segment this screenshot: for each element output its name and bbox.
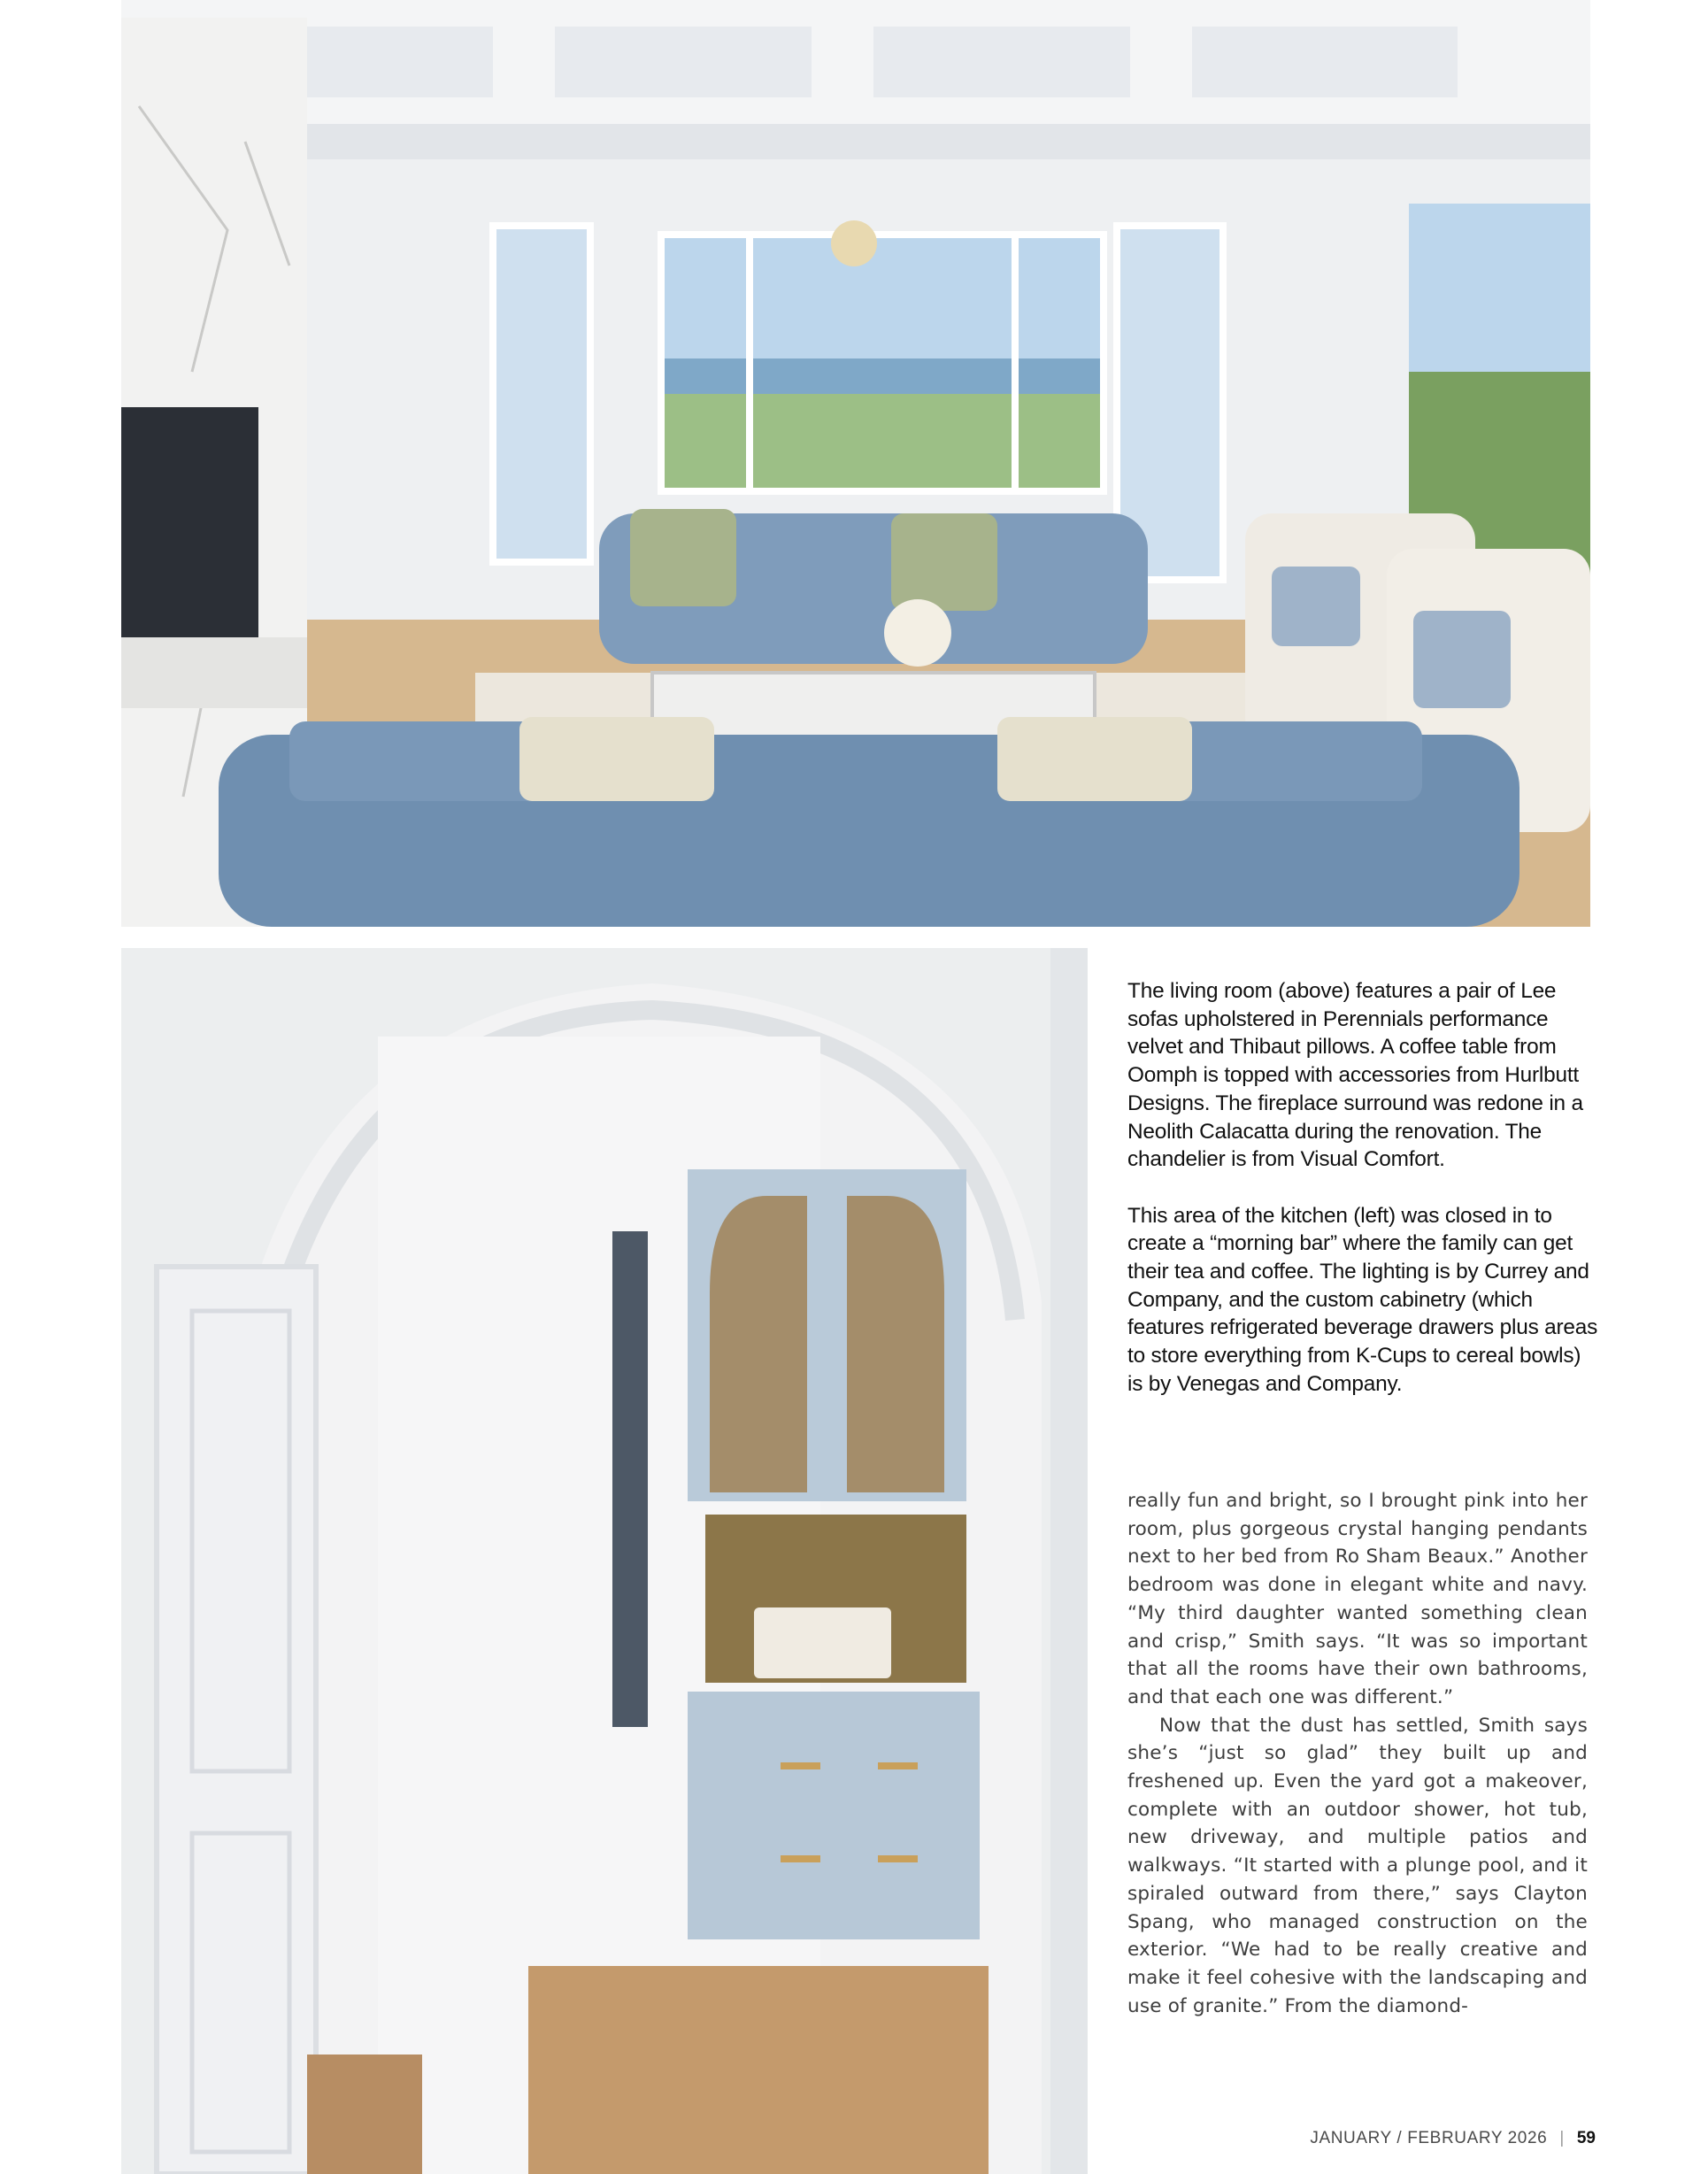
article-paragraph: really fun and bright, so I brought pink into her room, plus gorgeous crystal hanging pendants next to her bed from Ro Sham Beaux.” Another bedroom was done in elegant white and navy. “My third daughter wanted something clean and crisp,” Smith says. “It was so important that all the rooms have their own bathrooms, and that each one was different.” [1127, 1490, 1588, 1708]
page-folio [1310, 2129, 1596, 2148]
living-room-caption: The living room (above) features a pair of Lee sofas upholstered in Perennials performance velvet and Thibaut pillows. A coffee table from Oomph is topped with accessories from Hurlbutt Designs. The fireplace surround was redone in a Neolith Calacatta during the renovation. The chandelier is from Visual Comfort. [1127, 979, 1583, 1172]
living-room-photo [121, 0, 1590, 927]
article-body [1127, 1487, 1588, 2020]
article-paragraph: Now that the dust has settled, Smith says she’s “just so glad” they built up and freshened up. Even the yard got a makeover, complete with an outdoor shower, hot tub, new driveway, and multiple patios and walkways. “It started with a plunge pool, and it spiraled outward from there,” says Clayton Spang, who managed construction on the exterior. “We had to be really creative and make it feel cohesive with the landscaping and use of granite.” From the diamond- [1127, 1714, 1588, 2017]
living-room-illustration [121, 0, 1590, 927]
folio-separator: | [1559, 2129, 1565, 2147]
kitchen-caption: This area of the kitchen (left) was closed in to create a “morning bar” where the family can get their tea and coffee. The lighting is by Currey and Company, and the custom cabinetry (which features refrigerated beverage drawers plus areas to store everything from K-Cups to cereal bowls) is by Venegas and Company. [1127, 1203, 1598, 1396]
kitchen-morning-bar-photo [121, 948, 1088, 2174]
kitchen-illustration [121, 948, 1088, 2174]
issue-date: JANUARY / FEBRUARY 2026 [1310, 2129, 1548, 2147]
photo-captions [1127, 977, 1602, 1399]
page-number: 59 [1576, 2129, 1596, 2147]
